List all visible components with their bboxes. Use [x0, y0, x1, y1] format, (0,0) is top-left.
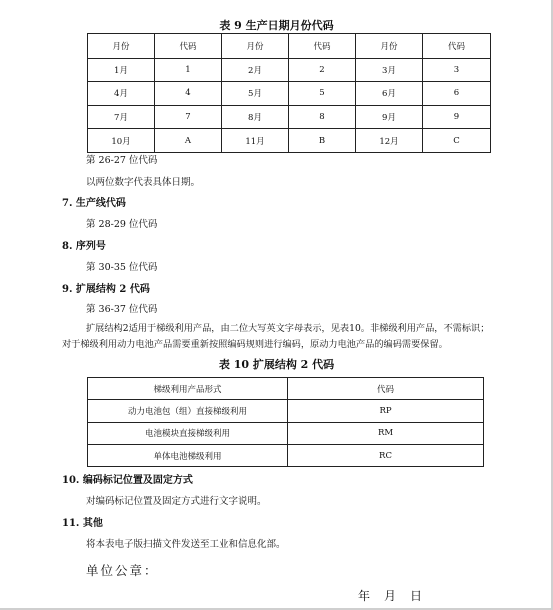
- position-label-28-29: 第 28-29 位代码: [86, 219, 158, 230]
- paragraph-line: 对于梯级利用动力电池产品需要重新按照编码规则进行编码，原动力电池产品的编码需要保留。: [62, 339, 448, 350]
- table-cell: 2月: [222, 58, 289, 82]
- table-cell: RM: [288, 422, 484, 444]
- table-cell: 3月: [356, 58, 423, 82]
- table9-caption: 表 9 生产日期月份代码: [219, 19, 334, 32]
- table-header-cell: 梯级利用产品形式: [88, 378, 288, 400]
- table-row: [88, 82, 491, 106]
- table-row: [88, 105, 491, 129]
- table-cell: 12月: [356, 129, 423, 153]
- table-cell: 7月: [88, 105, 155, 129]
- table-cell: 9月: [356, 105, 423, 129]
- section-heading-9: 9. 扩展结构 2 代码: [62, 284, 150, 295]
- table-header-cell: 代码: [155, 34, 222, 59]
- table-row: [88, 444, 484, 466]
- table-cell: 11月: [222, 129, 289, 153]
- table-cell: 8: [289, 105, 356, 129]
- table-header-row: [88, 378, 484, 400]
- table-cell: 2: [289, 58, 356, 82]
- table-cell: RC: [288, 444, 484, 466]
- table-row: [88, 129, 491, 153]
- description-26-27: 以两位数字代表具体日期。: [86, 177, 201, 188]
- table-cell: A: [155, 129, 222, 153]
- section11-text: 将本表电子版扫描文件发送至工业和信息化部。: [86, 539, 286, 550]
- table-cell: 单体电池梯级利用: [88, 444, 288, 466]
- table-row: [88, 58, 491, 82]
- section-heading-8: 8. 序列号: [62, 241, 106, 252]
- table-cell: C: [423, 129, 491, 153]
- table-cell: RP: [288, 400, 484, 422]
- section-heading-7: 7. 生产线代码: [62, 198, 126, 209]
- table10-caption: 表 10 扩展结构 2 代码: [218, 358, 335, 371]
- section-heading-11: 11. 其他: [62, 518, 103, 529]
- table-cell: 5: [289, 82, 356, 106]
- table-cell: 10月: [88, 129, 155, 153]
- table-cell: 1: [155, 58, 222, 82]
- table-cell: 1月: [88, 58, 155, 82]
- table-header-cell: 代码: [423, 34, 491, 59]
- table-header-cell: 月份: [356, 34, 423, 59]
- table-header-row: [88, 34, 491, 59]
- position-label-30-35: 第 30-35 位代码: [86, 262, 158, 273]
- table-cell: 8月: [222, 105, 289, 129]
- date-year-label: 年: [358, 589, 371, 603]
- date-month-label: 月: [384, 589, 397, 603]
- table-cell: 6月: [356, 82, 423, 106]
- table10-extension-codes: [87, 377, 484, 467]
- table-header-cell: 代码: [288, 378, 484, 400]
- table-cell: 动力电池包（组）直接梯级利用: [88, 400, 288, 422]
- table-cell: 6: [423, 82, 491, 106]
- table-cell: 5月: [222, 82, 289, 106]
- position-label-36-37: 第 36-37 位代码: [86, 304, 158, 315]
- section-heading-10: 10. 编码标记位置及固定方式: [62, 475, 193, 486]
- table9-month-codes: [87, 33, 491, 153]
- table-header-cell: 月份: [222, 34, 289, 59]
- table-row: [88, 400, 484, 422]
- position-label-26-27: 第 26-27 位代码: [86, 155, 158, 166]
- table-header-cell: 月份: [88, 34, 155, 59]
- company-seal-label: 单位公章：: [86, 563, 159, 578]
- table-cell: 电池模块直接梯级利用: [88, 422, 288, 444]
- table-cell: 7: [155, 105, 222, 129]
- section10-text: 对编码标记位置及固定方式进行文字说明。: [86, 496, 267, 507]
- table-cell: B: [289, 129, 356, 153]
- table-cell: 9: [423, 105, 491, 129]
- table-cell: 3: [423, 58, 491, 82]
- date-day-label: 日: [410, 589, 423, 603]
- table-header-cell: 代码: [289, 34, 356, 59]
- paragraph-line: 扩展结构2适用于梯级利用产品，由二位大写英文字母表示，见表10。非梯级利用产品，不需标识；: [86, 323, 490, 334]
- table-row: [88, 422, 484, 444]
- table-cell: 4: [155, 82, 222, 106]
- table-cell: 4月: [88, 82, 155, 106]
